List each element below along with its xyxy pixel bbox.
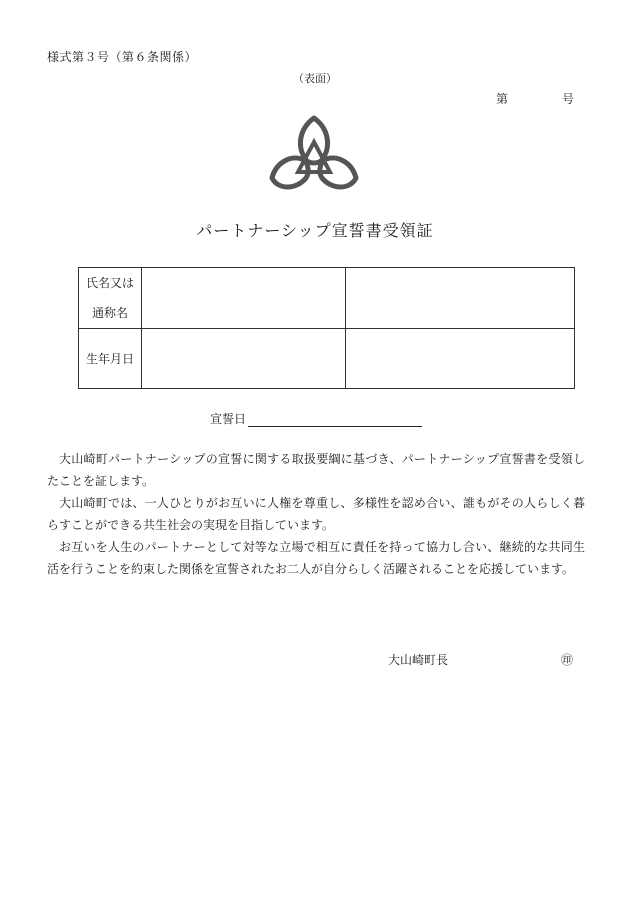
form-number: 様式第３号（第６条関係） xyxy=(47,50,198,64)
number-prefix: 第 xyxy=(495,92,508,106)
number-suffix: 号 xyxy=(561,92,574,106)
birth-cell-partner-1 xyxy=(141,329,346,389)
name-cell-partner-1 xyxy=(141,268,346,329)
face-label: （表面） xyxy=(293,72,337,85)
birth-label: 生年月日 xyxy=(79,329,142,389)
mayor-signature-label: 大山崎町長 xyxy=(388,653,449,667)
seal-mark: ㊞ xyxy=(561,653,574,667)
name-row xyxy=(79,268,575,329)
town-emblem-icon xyxy=(266,112,362,194)
certificate-body xyxy=(47,448,585,580)
birth-cell-partner-2 xyxy=(346,329,575,389)
oath-date-line xyxy=(248,414,422,427)
oath-date xyxy=(210,410,422,427)
name-label-line1: 氏名又は xyxy=(85,276,134,290)
partner-info-table xyxy=(78,267,575,389)
birth-row xyxy=(79,329,575,389)
paragraph: お互いを人生のパートナーとして対等な立場で相互に責任を持って協力し合い、継続的な共同生活を行うことを約束した関係を宣誓されたお二人が自分らしく活躍されることを応援しています。 xyxy=(47,540,585,576)
paragraph: 大山崎町では、一人ひとりがお互いに人権を尊重し、多様性を認め合い、誰もがその人らしく暮らすことができる共生社会の実現を目指しています。 xyxy=(47,496,585,532)
certificate-number-row xyxy=(496,90,574,107)
name-cell-partner-2 xyxy=(346,268,575,329)
document-title: パートナーシップ宣誓書受領証 xyxy=(196,221,434,240)
paragraph: 大山崎町パートナーシップの宣誓に関する取扱要綱に基づき、パートナーシップ宣誓書を受領したことを証します。 xyxy=(47,452,585,488)
name-label xyxy=(79,268,142,329)
oath-date-label: 宣誓日 xyxy=(210,412,247,426)
name-label-line2: 通称名 xyxy=(91,306,128,320)
